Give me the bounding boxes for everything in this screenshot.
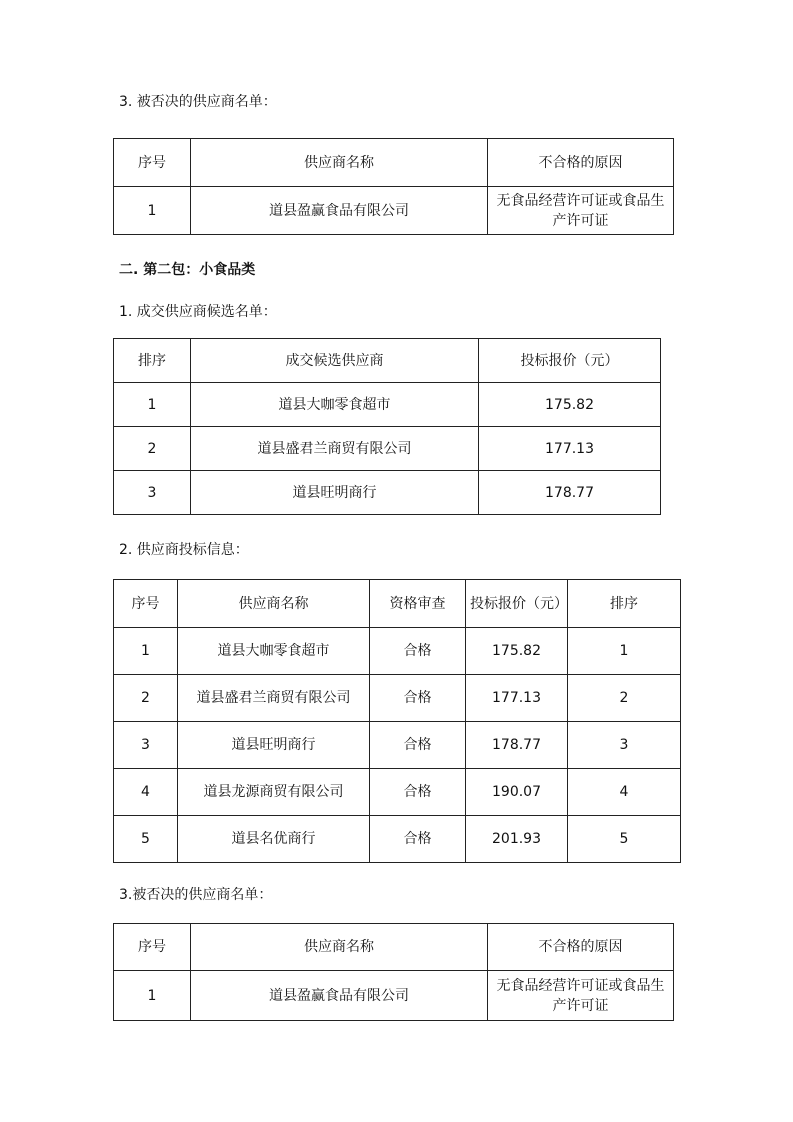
table-row	[114, 816, 681, 863]
table-cell: 道县盈赢食品有限公司	[191, 971, 488, 1021]
table-cell: 合格	[370, 628, 466, 675]
section-heading: 二. 第二包：小食品类	[119, 262, 256, 278]
table-cell: 175.82	[466, 628, 568, 675]
header-cell: 排序	[568, 580, 681, 628]
header-cell: 供应商名称	[191, 924, 488, 971]
table-cell: 177.13	[466, 675, 568, 722]
table-cell: 道县大咖零食超市	[178, 628, 370, 675]
rejected-suppliers-title-2: 3.被否决的供应商名单：	[119, 887, 273, 903]
rejected-suppliers-title: 3. 被否决的供应商名单：	[119, 94, 277, 110]
table-row	[114, 971, 674, 1021]
table-cell: 1	[114, 383, 191, 427]
header-row	[114, 580, 681, 628]
table-cell: 合格	[370, 769, 466, 816]
table-cell: 2	[114, 427, 191, 471]
header-cell: 不合格的原因	[488, 139, 674, 187]
table-cell: 2	[114, 675, 178, 722]
header-cell: 供应商名称	[191, 139, 488, 187]
rejected-suppliers-table-2	[113, 923, 674, 1021]
table-cell: 道县旺明商行	[191, 471, 479, 515]
table-cell: 3	[114, 722, 178, 769]
header-cell: 投标报价（元）	[479, 339, 661, 383]
table-cell: 1	[114, 187, 191, 235]
header-cell: 序号	[114, 924, 191, 971]
table-cell: 190.07	[466, 769, 568, 816]
table-cell: 合格	[370, 675, 466, 722]
table-cell: 3	[114, 471, 191, 515]
header-cell: 序号	[114, 580, 178, 628]
table-cell: 4	[568, 769, 681, 816]
candidates-title: 1. 成交供应商候选名单：	[119, 304, 277, 320]
table-row	[114, 628, 681, 675]
table-cell: 1	[114, 971, 191, 1021]
table-cell: 1	[114, 628, 178, 675]
table-cell: 道县龙源商贸有限公司	[178, 769, 370, 816]
table-cell: 178.77	[479, 471, 661, 515]
table-cell: 道县盈赢食品有限公司	[191, 187, 488, 235]
table-cell: 2	[568, 675, 681, 722]
header-cell: 排序	[114, 339, 191, 383]
header-cell: 资格审查	[370, 580, 466, 628]
table-cell: 5	[114, 816, 178, 863]
table-row	[114, 427, 661, 471]
header-row	[114, 924, 674, 971]
table-cell: 道县大咖零食超市	[191, 383, 479, 427]
table-cell: 道县旺明商行	[178, 722, 370, 769]
bid-info-table	[113, 579, 681, 863]
table-cell: 4	[114, 769, 178, 816]
table-cell: 合格	[370, 816, 466, 863]
header-row	[114, 139, 674, 187]
table-cell: 1	[568, 628, 681, 675]
header-cell: 投标报价（元）	[466, 580, 568, 628]
table-cell: 无食品经营许可证或食品生产许可证	[488, 187, 674, 235]
candidates-table	[113, 338, 661, 515]
table-cell: 道县盛君兰商贸有限公司	[191, 427, 479, 471]
table-row	[114, 383, 661, 427]
header-cell: 序号	[114, 139, 191, 187]
table-cell: 道县名优商行	[178, 816, 370, 863]
table-cell: 合格	[370, 722, 466, 769]
table-cell: 3	[568, 722, 681, 769]
table-cell: 178.77	[466, 722, 568, 769]
table-cell: 177.13	[479, 427, 661, 471]
table-row	[114, 722, 681, 769]
table-cell: 5	[568, 816, 681, 863]
bid-info-title: 2. 供应商投标信息：	[119, 542, 249, 558]
table-cell: 道县盛君兰商贸有限公司	[178, 675, 370, 722]
header-row	[114, 339, 661, 383]
table-cell: 无食品经营许可证或食品生产许可证	[488, 971, 674, 1021]
rejected-suppliers-table	[113, 138, 674, 235]
table-row	[114, 471, 661, 515]
table-cell: 201.93	[466, 816, 568, 863]
header-cell: 成交候选供应商	[191, 339, 479, 383]
header-cell: 供应商名称	[178, 580, 370, 628]
header-cell: 不合格的原因	[488, 924, 674, 971]
table-row	[114, 769, 681, 816]
table-row	[114, 187, 674, 235]
table-row	[114, 675, 681, 722]
table-cell: 175.82	[479, 383, 661, 427]
